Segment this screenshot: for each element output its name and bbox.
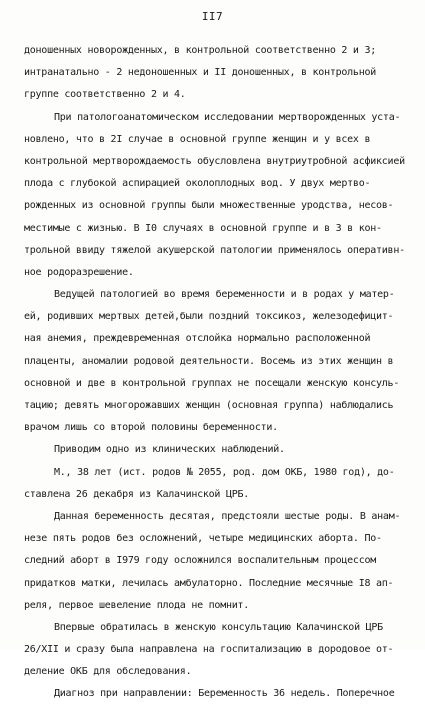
text-line: доношенных новорожденных, в контрольной соответственно 2 и 3;: [24, 45, 377, 56]
text-line: При патологоанатомическом исследовании мертворожденных уста-: [54, 111, 401, 123]
text-line: Впервые обратилась в женскую консультацию Калачинской ЦРБ: [54, 621, 383, 633]
text-line: М., 38 лет (ист. родов № 2055, род. дом ОКБ, 1980 год), до-: [54, 466, 395, 478]
text-line: Ведущей патологией во время беременности и в родах у матер-: [54, 289, 395, 301]
text-line: новлено, что в 2I случае в основной группе женщин и у всех в: [24, 133, 371, 145]
text-line: контрольной мертворождаемость обусловлена внутриутробной асфиксией: [24, 155, 405, 167]
text-line: основной и две в контрольной группах не посещали женскую консуль-: [24, 377, 400, 389]
text-line: Данная беременность десятая, предстояли шестые роды. В анам-: [54, 510, 401, 522]
text-line: деление ОКБ для обследования.: [24, 666, 192, 678]
text-line: ей, родивших мертвых детей,были поздний токсикоз, железодефицит-: [24, 311, 394, 323]
text-line: незе пять родов без осложнений, четыре медицинских аборта. По-: [24, 533, 382, 545]
text-line: плаценты, аномалии родовой деятельности. Восемь из этих женщин в: [24, 355, 394, 367]
body-text: [24, 40, 406, 706]
text-line: Приводим одно из клинических наблюдений.: [54, 444, 285, 456]
text-line: ная анемия, преждевременная отслойка нормально расположенной: [24, 333, 371, 345]
text-line: местимые с жизнью. В I0 случаях в основной группе и в 3 в кон-: [24, 222, 382, 234]
text-line: 26/XII и сразу была направлена на госпитализацию в дородовое от-: [24, 644, 394, 656]
text-line: Диагноз при направлении: Беременность 36 недель. Поперечное: [54, 688, 395, 700]
text-line: врачом лишь со второй половины беременности.: [24, 422, 278, 434]
text-line: придатков матки, лечилась амбулаторно. Последние месячные I8 ап-: [24, 577, 394, 589]
text-line: рожденных из основной группы были множественные уродства, несов-: [24, 200, 394, 212]
text-line: следний аборт в I979 году осложнился воспалительным процессом: [24, 555, 377, 567]
text-line: плода с глубокой аспирацией околоплодных вод. У двух мертво-: [24, 178, 371, 190]
text-line: ное родоразрешение.: [24, 266, 134, 278]
text-line: трольной ввиду тяжелой акушерской патологии применялось оперативн-: [24, 244, 405, 256]
text-line: реля, первое шевеление плода не помнит.: [24, 599, 250, 611]
page-number: II7: [201, 10, 224, 23]
text-line: ставлена 26 декабря из Калачинской ЦРБ.: [24, 488, 250, 500]
text-line: интранатально - 2 недоношенных и II доношенных, в контрольной: [24, 67, 377, 79]
text-line: тацию; девять многорожавших женщин (основная группа) наблюдались: [24, 400, 394, 411]
text-line: группе соответственно 2 и 4.: [24, 89, 186, 101]
